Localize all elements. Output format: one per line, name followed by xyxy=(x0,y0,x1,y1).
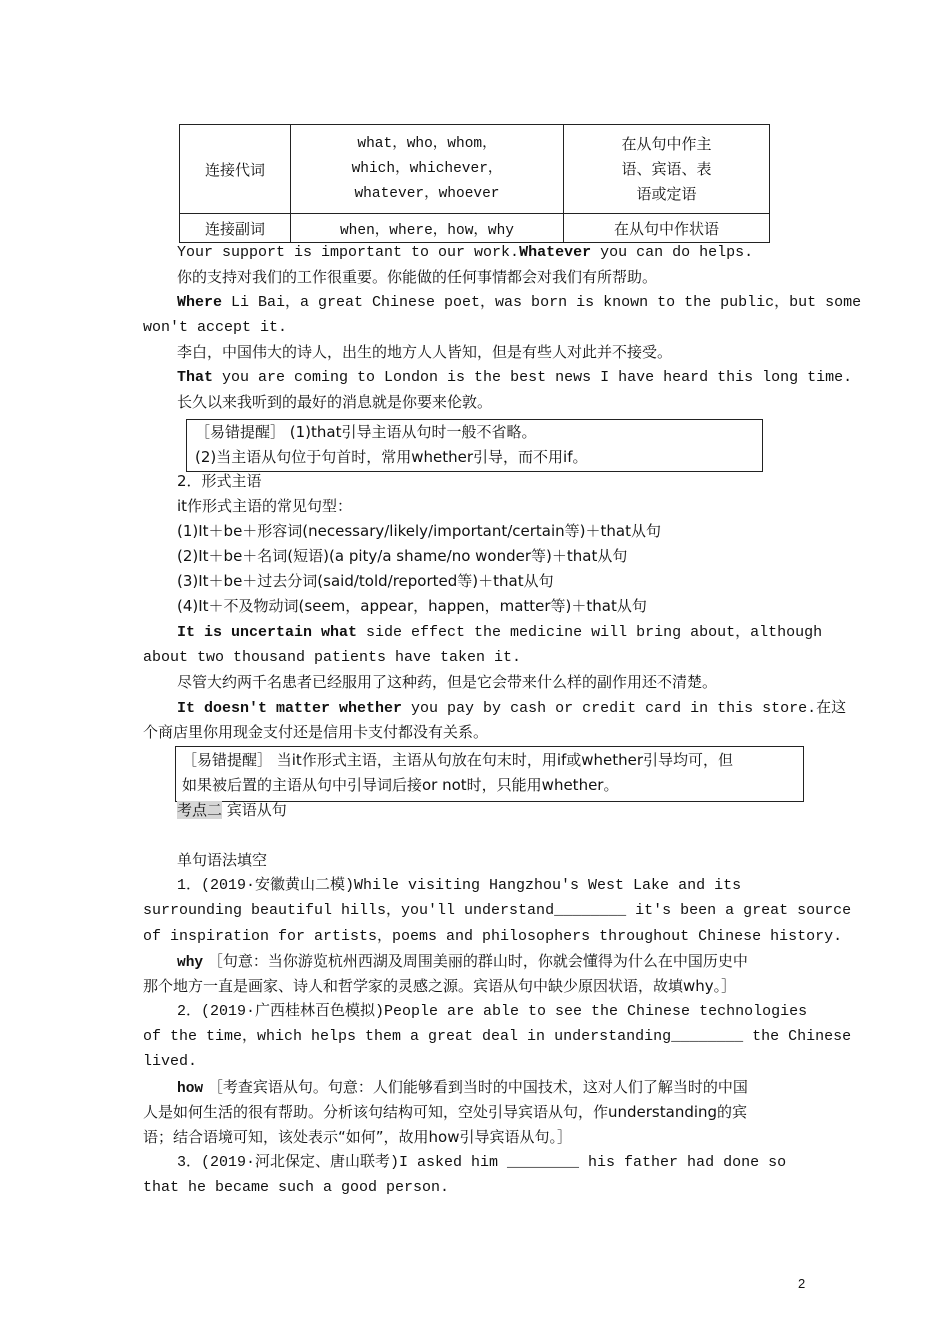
answer: how xyxy=(177,1081,204,1097)
example-zh: 尽管大约两千名患者已经服用了这种药，但是它会带来什么样的副作用还不清楚。 xyxy=(177,673,718,691)
row-words xyxy=(291,125,564,214)
function-line: 在从句中作主 xyxy=(621,134,712,153)
example-zh: 长久以来我听到的最好的消息就是你要来伦敦。 xyxy=(177,393,493,411)
pattern-item: (3)It＋be＋过去分词(said/told/reported等)＋that从句 xyxy=(177,572,554,590)
word-line: which，whichever， xyxy=(351,160,503,177)
example-en-cont: won't accept it. xyxy=(143,319,288,336)
row-label: 连接代词 xyxy=(180,125,291,214)
section-intro: it作形式主语的常见句型： xyxy=(177,497,353,515)
tip-box xyxy=(175,746,804,802)
pattern-item: (1)It＋be＋形容词(necessary/likely/important/certain等)＋that从句 xyxy=(177,522,661,540)
example-en: That you are coming to London is the best news I have heard this long time. xyxy=(177,369,853,386)
function-line: 语或定语 xyxy=(636,184,697,203)
tip-line: ［易错提醒］ 当it作形式主语，主语从句放在句末时，用if或whether引导均可，但 xyxy=(182,751,734,769)
word-line: whatever，whoever xyxy=(354,185,500,202)
example-en: It doesn't matter whether you pay by cash or credit card in this store.在这 xyxy=(177,698,847,717)
table-row xyxy=(180,214,770,243)
question-line: lived. xyxy=(143,1053,198,1070)
question-line: 2．(2019·广西桂林百色模拟)People are able to see the Chinese technologies xyxy=(177,1003,808,1020)
question-line: 3．(2019·河北保定、唐山联考)I asked him ________ his father had done so xyxy=(177,1154,787,1171)
explanation-line: 语；结合语境可知，该处表示“如何”，故用how引导宾语从句。］ xyxy=(143,1128,572,1146)
tip-line: ［易错提醒］ (1)that引导主语从句时一般不省略。 xyxy=(195,423,537,441)
pattern-item: (4)It＋不及物动词(seem，appear，happen，matter等)＋that从句 xyxy=(177,597,647,615)
answer-line: why ［句意：当你游览杭州西湖及周围美丽的群山时，你就会懂得为什么在中国历史中 xyxy=(177,952,748,971)
tip-line: (2)当主语从句位于句首时，常用whether引导，而不用if。 xyxy=(195,448,588,466)
row-function: 在从句中作状语 xyxy=(564,214,770,243)
tip-box xyxy=(186,419,763,472)
question-line: 1．(2019·安徽黄山二模)While visiting Hangzhou's West Lake and its xyxy=(177,877,742,894)
exercise-heading: 单句语法填空 xyxy=(177,851,268,869)
word-line: what，who，whom， xyxy=(357,135,497,152)
example-zh: 李白，中国伟大的诗人，出生的地方人人皆知，但是有些人对此并不接受。 xyxy=(177,343,673,361)
example-en: Where Li Bai，a great Chinese poet，was born is known to the public，but some xyxy=(177,294,862,311)
example-en-cont: about two thousand patients have taken it. xyxy=(143,649,522,666)
kaodian-label: 考点二 xyxy=(177,801,223,819)
example-zh: 你的支持对我们的工作很重要。你能做的任何事情都会对我们有所帮助。 xyxy=(177,268,658,286)
table-row xyxy=(180,125,770,214)
kaodian-title: 宾语从句 xyxy=(226,801,287,819)
question-line: of the time，which helps them a great deal in understanding________ the Chinese xyxy=(143,1028,852,1045)
pattern-item: (2)It＋be＋名词(短语)(a pity/a shame/no wonder等)＋that从句 xyxy=(177,547,628,565)
row-label: 连接副词 xyxy=(180,214,291,243)
row-words: when，where，how，why xyxy=(291,214,564,243)
example-zh: 个商店里你用现金支付还是信用卡支付都没有关系。 xyxy=(143,723,489,741)
explanation-line: 人是如何生活的很有帮助。分析该句结构可知，空处引导宾语从句，作understanding的宾 xyxy=(143,1103,748,1121)
question-line: surrounding beautiful hills，you'll understand________ it's been a great source xyxy=(143,902,852,919)
question-line: that he became such a good person. xyxy=(143,1179,450,1196)
tip-line: 如果被后置的主语从句中引导词后接or not时，只能用whether。 xyxy=(182,776,619,794)
section-heading: 2．形式主语 xyxy=(177,472,262,490)
connectives-table xyxy=(179,124,770,243)
answer-line: how ［考查宾语从句。句意：人们能够看到当时的中国技术，这对人们了解当时的中国 xyxy=(177,1078,748,1097)
answer: why xyxy=(177,955,204,971)
example-en: It is uncertain what side effect the medicine will bring about，although xyxy=(177,624,823,641)
example-en: Your support is important to our work.Whatever you can do helps. xyxy=(177,244,754,261)
function-line: 语、宾语、表 xyxy=(621,159,712,178)
page-number: 2 xyxy=(798,1276,806,1291)
question-line: of inspiration for artists，poems and philosophers throughout Chinese history. xyxy=(143,928,843,945)
kaodian-heading xyxy=(177,798,808,823)
explanation-line: 那个地方一直是画家、诗人和哲学家的灵感之源。宾语从句中缺少原因状语，故填why。］ xyxy=(143,977,737,995)
row-function xyxy=(564,125,770,214)
